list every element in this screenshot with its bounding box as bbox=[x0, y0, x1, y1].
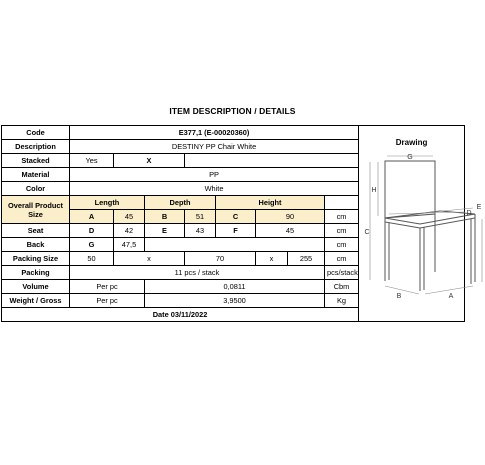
stacked-empty bbox=[185, 154, 359, 168]
overall-size-label: Overall Product Size bbox=[2, 196, 70, 224]
volume-unit: Cbm bbox=[325, 280, 359, 294]
dim-b-value: 51 bbox=[185, 210, 216, 224]
back-label: Back bbox=[2, 238, 70, 252]
chair-backrest bbox=[385, 161, 435, 218]
length-header: Length bbox=[70, 196, 145, 210]
dim-f-letter: F bbox=[216, 224, 256, 238]
description-label: Description bbox=[2, 140, 70, 154]
packing-size-width: 50 bbox=[70, 252, 114, 266]
dim-c-value: 90 bbox=[256, 210, 325, 224]
stacked-label: Stacked bbox=[2, 154, 70, 168]
dim-d-value: 42 bbox=[114, 224, 145, 238]
dim-g-letter: G bbox=[70, 238, 114, 252]
packing-size-x2: x bbox=[256, 252, 288, 266]
seat-unit: cm bbox=[325, 224, 359, 238]
weight-label: Weight / Gross bbox=[2, 294, 70, 308]
packing-size-label: Packing Size bbox=[2, 252, 70, 266]
packing-value: 11 pcs / stack bbox=[70, 266, 325, 280]
date-stamp: Date 03/11/2022 bbox=[2, 308, 359, 322]
color-label: Color bbox=[2, 182, 70, 196]
height-header: Height bbox=[216, 196, 325, 210]
chair-drawing bbox=[365, 152, 485, 302]
dim-e-letter: E bbox=[145, 224, 185, 238]
dim-label-b: B bbox=[396, 293, 402, 300]
depth-header: Depth bbox=[145, 196, 216, 210]
dim-b-letter: B bbox=[145, 210, 185, 224]
back-unit: cm bbox=[325, 238, 359, 252]
drawing-title: Drawing bbox=[395, 138, 428, 147]
dim-e-value: 43 bbox=[185, 224, 216, 238]
dim-label-d: D bbox=[466, 210, 472, 217]
volume-per: Per pc bbox=[70, 280, 145, 294]
overall-unit: cm bbox=[325, 210, 359, 224]
weight-unit: Kg bbox=[325, 294, 359, 308]
dim-label-e: E bbox=[476, 204, 482, 211]
packing-label: Packing bbox=[2, 266, 70, 280]
packing-size-depth: 70 bbox=[185, 252, 256, 266]
overall-header-blank bbox=[325, 196, 359, 210]
volume-value: 0,0811 bbox=[145, 280, 325, 294]
code-value: E377,1 (E-00020360) bbox=[70, 126, 359, 140]
dim-label-c: C bbox=[364, 229, 370, 236]
material-value: PP bbox=[70, 168, 359, 182]
packing-unit: pcs/stack bbox=[325, 266, 359, 280]
seat-label: Seat bbox=[2, 224, 70, 238]
dim-label-a: A bbox=[448, 293, 454, 300]
material-label: Material bbox=[2, 168, 70, 182]
dim-label-g: G bbox=[407, 154, 413, 161]
dim-a-value: 45 bbox=[114, 210, 145, 224]
drawing-panel bbox=[359, 126, 482, 322]
sheet-title: ITEM DESCRIPTION / DETAILS bbox=[169, 106, 296, 116]
dim-label-h: H bbox=[371, 187, 377, 194]
description-value: DESTINY PP Chair White bbox=[70, 140, 359, 154]
dim-a-letter: A bbox=[70, 210, 114, 224]
color-value: White bbox=[70, 182, 359, 196]
stacked-mark: X bbox=[114, 154, 185, 168]
volume-label: Volume bbox=[2, 280, 70, 294]
back-empty bbox=[145, 238, 325, 252]
packing-size-x1: x bbox=[114, 252, 185, 266]
weight-per: Per pc bbox=[70, 294, 145, 308]
code-label: Code bbox=[2, 126, 70, 140]
dim-f-value: 45 bbox=[256, 224, 325, 238]
dim-c-letter: C bbox=[216, 210, 256, 224]
code-row bbox=[2, 126, 465, 140]
dim-d-letter: D bbox=[70, 224, 114, 238]
weight-value: 3,9500 bbox=[145, 294, 325, 308]
packing-size-unit: cm bbox=[325, 252, 359, 266]
packing-size-height: 255 bbox=[288, 252, 325, 266]
item-details-table bbox=[1, 125, 482, 322]
stacked-yes: Yes bbox=[70, 154, 114, 168]
dim-g-value: 47,5 bbox=[114, 238, 145, 252]
